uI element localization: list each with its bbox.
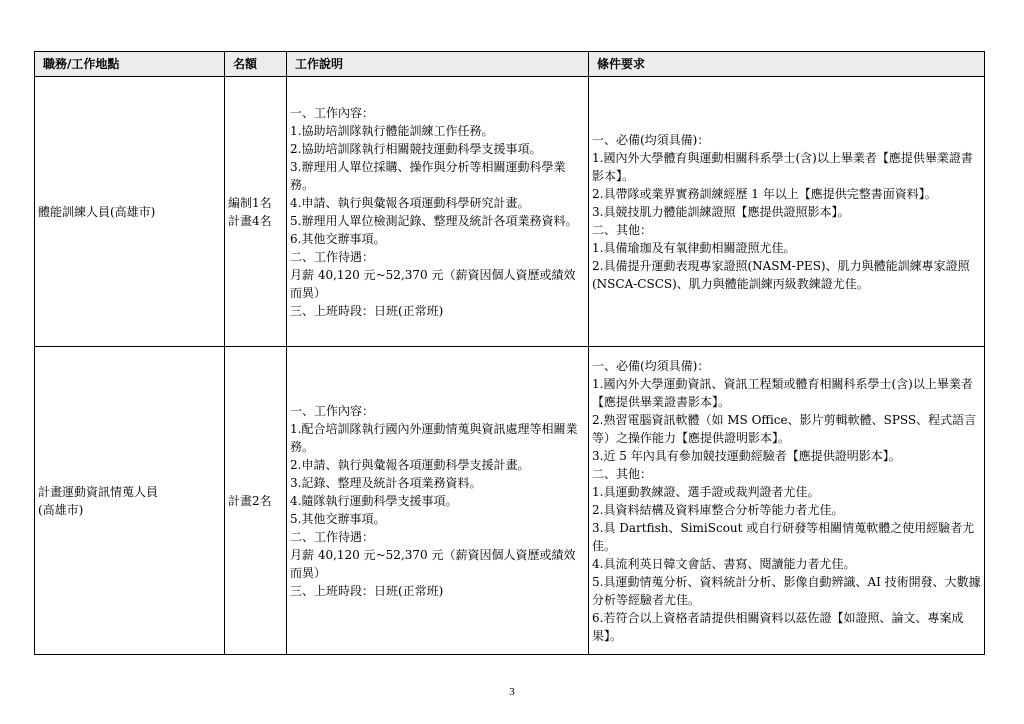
- cell-line: 1.國內外大學運動資訊、資訊工程類或體育相關科系學士(含)以上畢業者【應提供畢業證書影本】。: [592, 376, 973, 409]
- requirements-cell: [589, 77, 985, 347]
- position-cell: [35, 77, 225, 347]
- cell-line: 6.其他交辦事項。: [290, 231, 386, 246]
- header-quota: 名額: [225, 52, 287, 77]
- cell-line: 一、工作內容：: [290, 403, 375, 418]
- cell-line: 2.具帶隊或業界實務訓練經歷 1 年以上【應提供完整書面資料】。: [592, 186, 937, 201]
- cell-line: 一、必備(均須具備)：: [592, 358, 710, 373]
- table-row: [35, 347, 985, 655]
- cell-line: 1.國內外大學體育與運動相關科系學士(含)以上畢業者【應提供畢業證書影本】。: [592, 150, 973, 183]
- cell-line: 二、工作待遇：: [290, 249, 375, 264]
- cell-line: 3.具競技肌力體能訓練證照【應提供證照影本】。: [592, 204, 850, 219]
- requirements-cell: [589, 347, 985, 655]
- cell-line: 2.具備提升運動表現專家證照(NASM-PES)、肌力與體能訓練專家證照(NSCA-CSCS)、肌力與體能訓練丙級教練證尤佳。: [592, 258, 970, 291]
- cell-line: 4.隨隊執行運動科學支援事項。: [290, 493, 458, 508]
- header-position: 職務/工作地點: [35, 52, 225, 77]
- table-row: [35, 77, 985, 347]
- cell-line: 二、其他：: [592, 466, 653, 481]
- cell-line: 5.辦理用人單位檢測記錄、整理及統計各項業務資料。: [290, 213, 578, 228]
- description-cell: [287, 347, 589, 655]
- cell-line: 2.具資料結構及資料庫整合分析等能力者尤佳。: [592, 502, 844, 517]
- cell-line: 6.若符合以上資格者請提供相關資料以茲佐證【如證照、論文、專案成果】。: [592, 610, 964, 643]
- cell-line: 1.配合培訓隊執行國內外運動情蒐與資訊處理等相關業務。: [290, 421, 578, 454]
- cell-line: 2.協助培訓隊執行相關競技運動科學支援事項。: [290, 141, 542, 156]
- quota-cell: [225, 77, 287, 347]
- cell-line: 4.申請、執行與彙報各項運動科學研究計畫。: [290, 195, 530, 210]
- cell-line: 月薪 40,120 元~52,370 元（薪資因個人資歷或績效而異）: [290, 267, 576, 300]
- cell-line: (高雄市): [38, 502, 84, 517]
- cell-line: 2.熟習電腦資訊軟體（如 MS Office、影片剪輯軟體、SPSS、程式語言等）之操作能力【應提供證明影本】。: [592, 412, 977, 445]
- cell-line: 一、必備(均須具備)：: [592, 132, 710, 147]
- header-description: 工作說明: [287, 52, 589, 77]
- header-row: [35, 52, 985, 77]
- position-cell: [35, 347, 225, 655]
- cell-line: 計畫2名: [228, 493, 272, 508]
- cell-line: 1.協助培訓隊執行體能訓練工作任務。: [290, 123, 494, 138]
- cell-line: 編制1名: [228, 195, 272, 210]
- cell-line: 計畫4名: [228, 213, 272, 228]
- page-number: 3: [509, 686, 515, 698]
- cell-line: 4.具流利英日韓文會話、書寫、閱讀能力者尤佳。: [592, 556, 856, 571]
- header-requirements: 條件要求: [589, 52, 985, 77]
- cell-line: 5.其他交辦事項。: [290, 511, 386, 526]
- quota-cell: [225, 347, 287, 655]
- cell-line: 3.記錄、整理及統計各項業務資料。: [290, 475, 482, 490]
- cell-line: 二、工作待遇：: [290, 529, 375, 544]
- cell-line: 3.近 5 年內具有參加競技運動經驗者【應提供證明影本】。: [592, 448, 901, 463]
- cell-line: 3.辦理用人單位採購、操作與分析等相關運動科學業務。: [290, 159, 566, 192]
- cell-line: 計畫運動資訊情蒐人員: [38, 484, 159, 499]
- cell-line: 體能訓練人員(高雄市): [38, 204, 156, 219]
- cell-line: 月薪 40,120 元~52,370 元（薪資因個人資歷或績效而異）: [290, 547, 576, 580]
- cell-line: 一、工作內容：: [290, 105, 375, 120]
- cell-line: 2.申請、執行與彙報各項運動科學支援計畫。: [290, 457, 530, 472]
- job-listing-table: [34, 51, 985, 655]
- description-cell: [287, 77, 589, 347]
- cell-line: 二、其他：: [592, 222, 653, 237]
- cell-line: 三、上班時段：日班(正常班): [290, 303, 444, 318]
- cell-line: 5.具運動情蒐分析、資料統計分析、影像自動辨識、AI 技術開發、大數據分析等經驗者尤佳。: [592, 574, 981, 607]
- cell-line: 三、上班時段：日班(正常班): [290, 583, 444, 598]
- cell-line: 1.具備瑜珈及有氧律動相關證照尤佳。: [592, 240, 796, 255]
- cell-line: 3.具 Dartfish、SimiScout 或自行研發等相關情蒐軟體之使用經驗者尤佳。: [592, 520, 975, 553]
- cell-line: 1.具運動教練證、選手證或裁判證者尤佳。: [592, 484, 820, 499]
